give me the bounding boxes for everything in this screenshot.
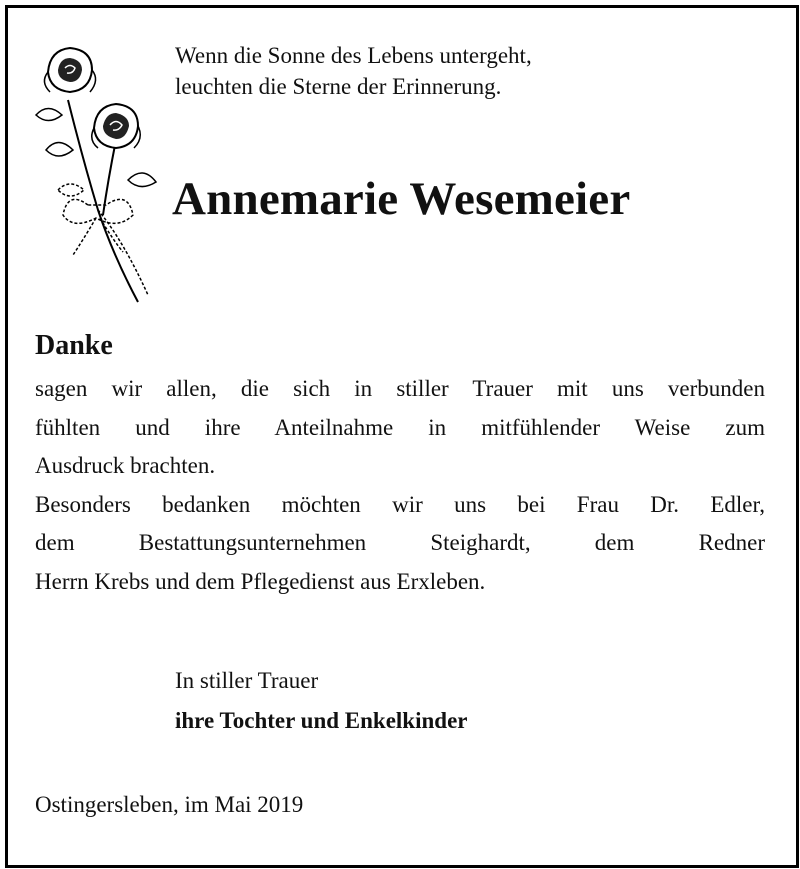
motto-line-2: leuchten die Sterne der Erinnerung.: [175, 74, 502, 99]
body-line: Herrn Krebs und dem Pflegedienst aus Erxleben.: [35, 568, 486, 594]
body-line: Besonders bedanken möchten wir uns bei Frau Dr. Edler,: [35, 491, 765, 517]
place-date: Ostingersleben, im Mai 2019: [35, 792, 304, 817]
body-line: dem Bestattungsunternehmen Steighardt, dem Redner: [35, 530, 765, 555]
thanks-heading: Danke: [35, 330, 113, 361]
mourning-intro: In stiller Trauer: [175, 668, 319, 693]
body-line: sagen wir allen, die sich in stiller Trauer mit uns verbunden: [35, 376, 765, 401]
mourners-names: ihre Tochter und Enkelkinder: [175, 708, 468, 733]
deceased-name: Annemarie Wesemeier: [172, 173, 631, 225]
body-line: fühlten und ihre Anteilnahme in mitfühlender Weise zum: [35, 414, 765, 440]
thanks-body: [35, 370, 765, 601]
roses-illustration-icon: [28, 40, 168, 310]
body-line: Ausdruck brachten.: [35, 453, 216, 478]
motto-line-1: Wenn die Sonne des Lebens untergeht,: [175, 43, 532, 68]
motto-quote: [175, 40, 532, 102]
